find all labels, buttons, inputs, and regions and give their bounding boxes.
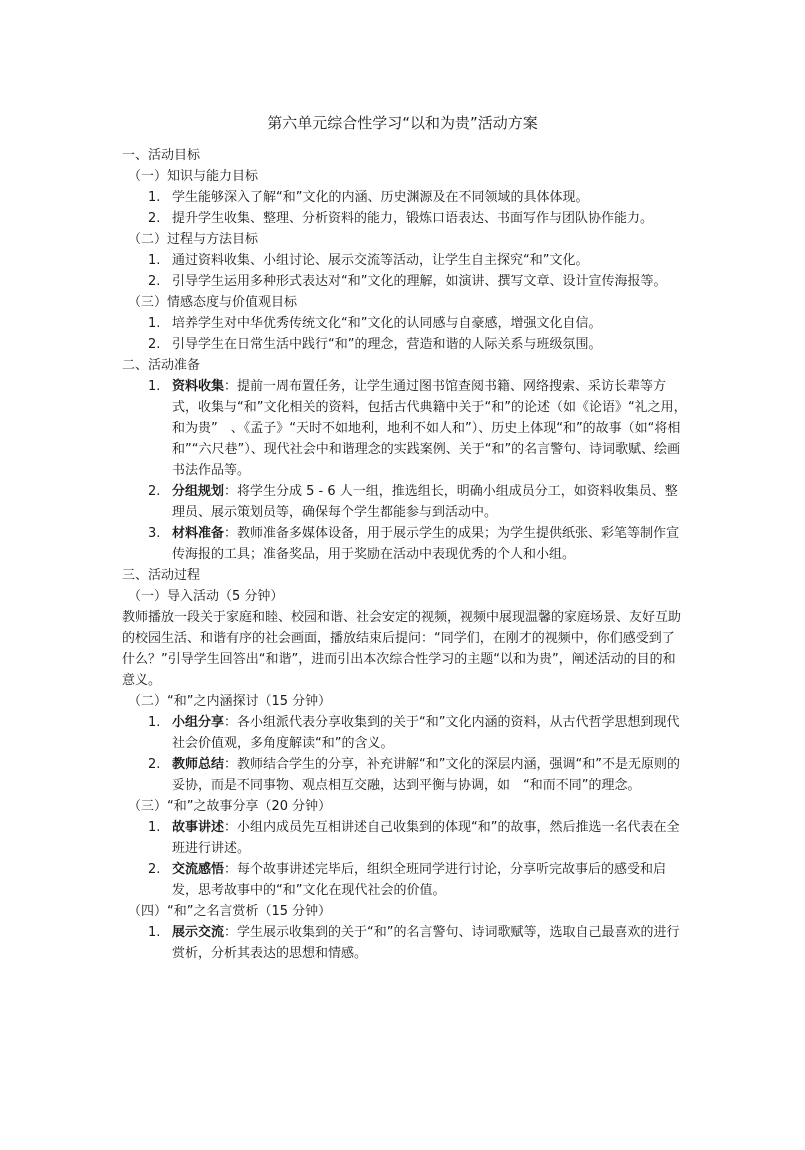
item-text: 学生能够深入了解“和”文化的内涵、历史渊源及在不同领域的具体体现。 <box>172 190 589 205</box>
item-number: 1. <box>148 190 161 205</box>
item-label: 教师总结 <box>172 757 225 772</box>
item-text: 提升学生收集、整理、分析资料的能力，锻炼口语表达、书面写作与团队协作能力。 <box>172 211 654 226</box>
item-label: 材料准备 <box>172 526 225 541</box>
item-number: 1. <box>148 253 161 268</box>
item-number: 2. <box>148 274 161 289</box>
list-item <box>122 712 687 754</box>
list-item <box>122 376 687 481</box>
list-item <box>122 187 687 208</box>
item-number: 2. <box>148 757 161 772</box>
section-heading: 一、活动目标 <box>122 148 201 163</box>
item-label: 分组规划 <box>172 484 225 499</box>
list-item <box>122 922 687 964</box>
item-number: 1. <box>148 715 161 730</box>
item-label: 展示交流 <box>172 925 225 940</box>
list-item <box>122 313 687 334</box>
item-number: 1. <box>148 820 161 835</box>
item-number: 1. <box>148 316 161 331</box>
item-number: 2. <box>148 211 161 226</box>
item-number: 2. <box>148 484 161 499</box>
list-item <box>122 817 687 859</box>
list-item <box>122 250 687 271</box>
section-heading: 二、活动准备 <box>122 358 201 373</box>
list-item <box>122 208 687 229</box>
subsection-heading: （二）“和”之内涵探讨（15 分钟） <box>128 694 332 709</box>
subsection-heading: （二）过程与方法目标 <box>128 232 259 247</box>
section-heading: 三、活动过程 <box>122 568 201 583</box>
item-text: ：教师准备多媒体设备，用于展示学生的成果；为学生提供纸张、彩笔等制作宣传海报的工具；准备奖品，用于奖励在活动中表现优秀的个人和小组。 <box>172 526 680 562</box>
list-item <box>122 271 687 292</box>
paragraph: 教师播放一段关于家庭和睦、校园和谐、社会安定的视频，视频中展现温馨的家庭场景、友好互助的校园生活、和谐有序的社会画面，播放结束后提问：“同学们，在刚才的视频中，你们感受到了什么？”引导学生回答出“和谐”，进而引出本次综合性学习的主题“以和为贵”，阐述活动的目的和意义。 <box>122 610 682 688</box>
item-text: 引导学生运用多种形式表达对“和”文化的理解，如演讲、撰写文章、设计宣传海报等。 <box>172 274 667 289</box>
item-label: 资料收集 <box>172 379 225 394</box>
item-text: ：将学生分成 5 - 6 人一组，推选组长，明确小组成员分工，如资料收集员、整理员、展示策划员等，确保每个学生都能参与到活动中。 <box>172 484 678 520</box>
list-item <box>122 754 687 796</box>
subsection-heading: （三）“和”之故事分享（20 分钟） <box>128 799 332 814</box>
item-text: ：每个故事讲述完毕后，组织全班同学进行讨论，分享听完故事后的感受和启发，思考故事中的“和”文化在现代社会的价值。 <box>172 862 667 898</box>
item-text: 引导学生在日常生活中践行“和”的理念，营造和谐的人际关系与班级氛围。 <box>172 337 602 352</box>
list-item <box>122 334 687 355</box>
item-number: 2. <box>148 862 161 877</box>
item-text: ：各小组派代表分享收集到的关于“和”文化内涵的资料，从古代哲学思想到现代社会价值观，多角度解读“和”的含义。 <box>172 715 680 751</box>
item-label: 故事讲述 <box>172 820 225 835</box>
item-text: 通过资料收集、小组讨论、展示交流等活动，让学生自主探究“和”文化。 <box>172 253 589 268</box>
item-text: ：小组内成员先互相讲述自己收集到的体现“和”的故事，然后推选一名代表在全班进行讲述。 <box>172 820 680 856</box>
item-text: 培养学生对中华优秀传统文化“和”文化的认同感与自豪感，增强文化自信。 <box>172 316 602 331</box>
subsection-heading: （一）导入活动（5 分钟） <box>128 589 284 604</box>
item-label: 交流感悟 <box>172 862 225 877</box>
subsection-heading: （四）“和”之名言赏析（15 分钟） <box>128 904 332 919</box>
item-text: ：教师结合学生的分享，补充讲解“和”文化的深层内涵，强调“和”不是无原则的妥协，而是不同事物、观点相互交融，达到平衡与协调，如 “和而不同”的理念。 <box>172 757 680 793</box>
item-text: ：提前一周布置任务，让学生通过图书馆查阅书籍、网络搜索、采访长辈等方式，收集与“和”文化相关的资料，包括古代典籍中关于“和”的论述（如《论语》“礼之用，和为贵” 、《孟子》“天时不如地利，地利不如人和”）、历史上体现“和”的故事（如“将相和”“六尺巷”）、现代社会中和谐理念的实践案例、关于“和”的名言警句、诗词歌赋、绘画书法作品等。 <box>172 379 687 478</box>
item-number: 1. <box>148 925 161 940</box>
item-label: 小组分享 <box>172 715 225 730</box>
item-number: 2. <box>148 337 161 352</box>
document-body <box>122 145 687 964</box>
subsection-heading: （一）知识与能力目标 <box>128 169 259 184</box>
subsection-heading: （三）情感态度与价值观目标 <box>128 295 298 310</box>
list-item <box>122 523 687 565</box>
list-item <box>122 859 687 901</box>
item-number: 3. <box>148 526 161 541</box>
list-item <box>122 481 687 523</box>
item-number: 1. <box>148 379 161 394</box>
document-title: 第六单元综合性学习“以和为贵”活动方案 <box>267 114 538 132</box>
item-text: ：学生展示收集到的关于“和”的名言警句、诗词歌赋等，选取自己最喜欢的进行赏析，分析其表达的思想和情感。 <box>172 925 680 961</box>
